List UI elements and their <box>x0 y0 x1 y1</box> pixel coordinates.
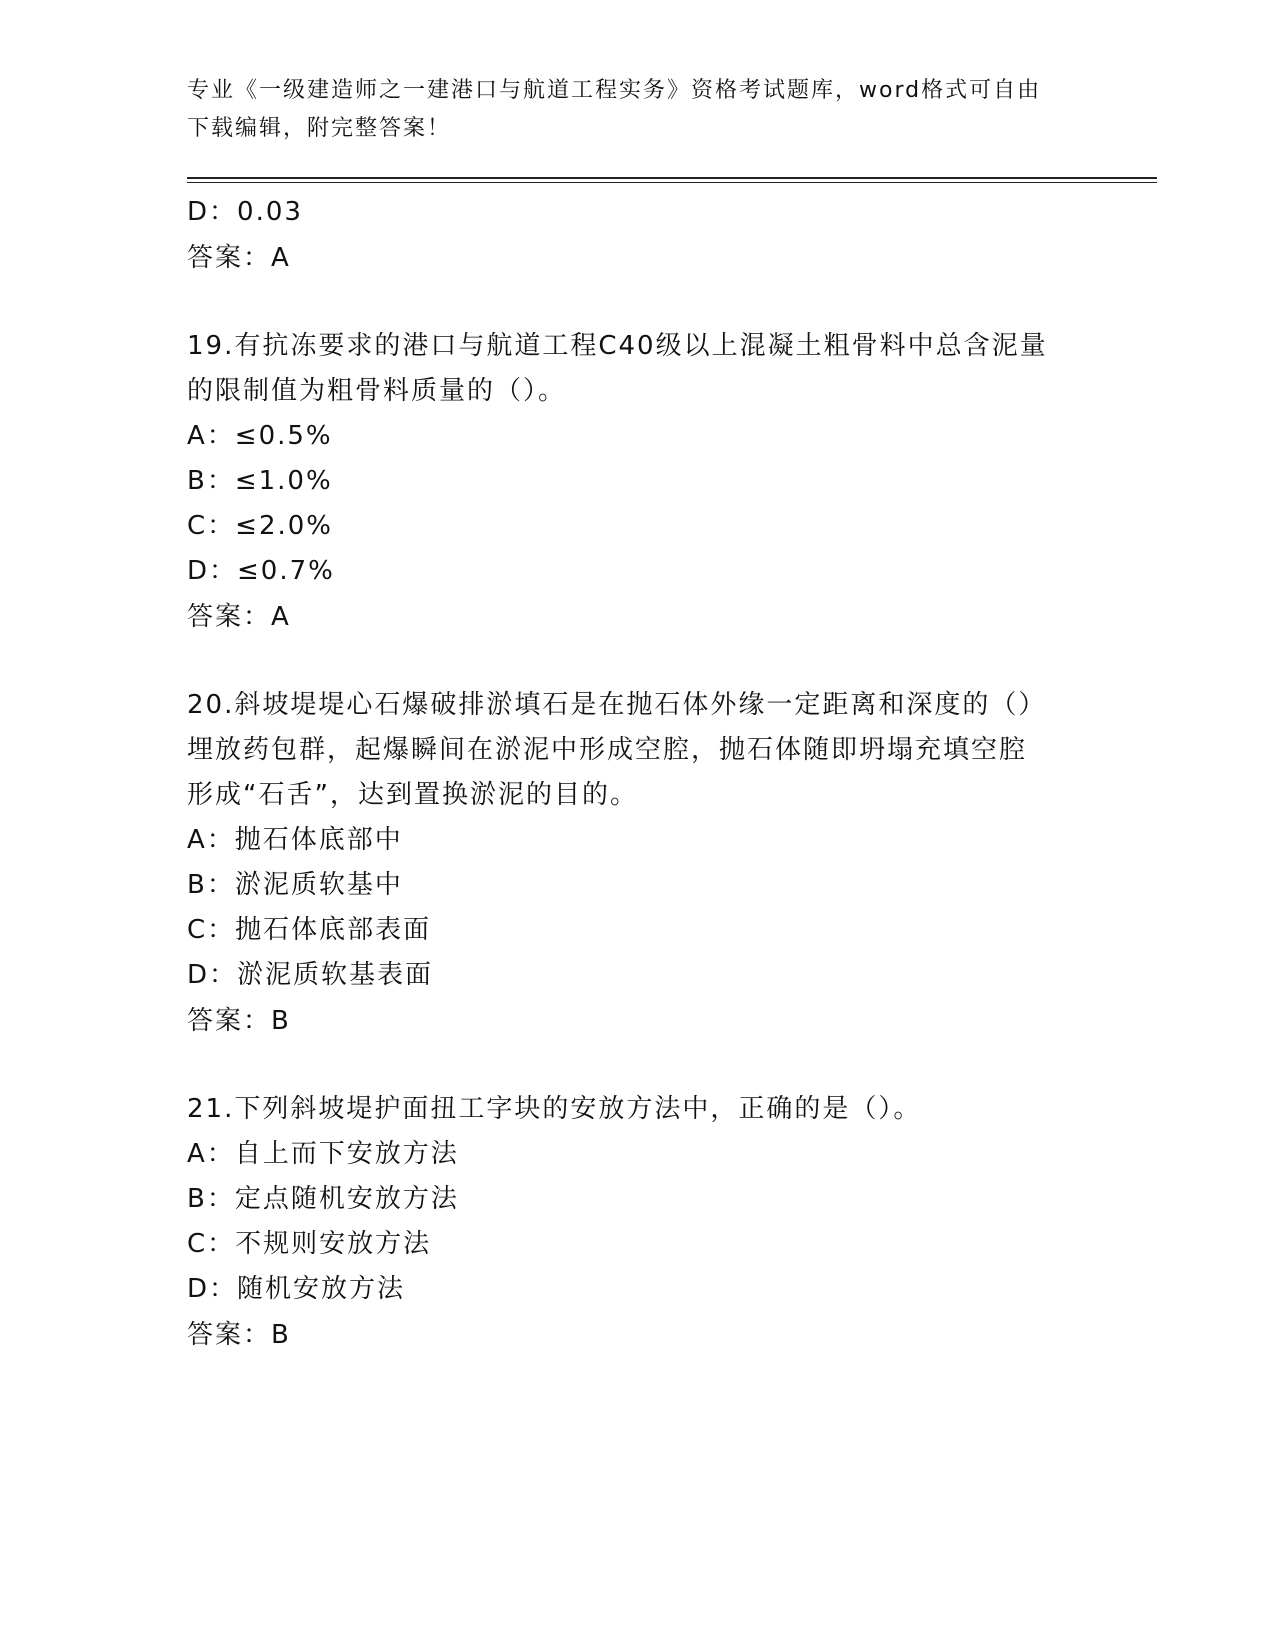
answer-line: 答案：A <box>187 602 291 632</box>
document-header <box>187 72 1087 148</box>
option-d: D：随机安放方法 <box>187 1274 406 1304</box>
option-a: A：≤0.5% <box>187 421 333 451</box>
option-d: D：淤泥质软基表面 <box>187 960 434 990</box>
option-b: B：≤1.0% <box>187 466 333 496</box>
answer-line: 答案：B <box>187 1320 291 1350</box>
question-text-line: 形成“石舌”，达到置换淤泥的目的。 <box>187 780 638 810</box>
option-d: D：≤0.7% <box>187 556 335 586</box>
option-b: B：淤泥质软基中 <box>187 870 403 900</box>
header-rule-thick <box>187 177 1157 179</box>
question-20 <box>187 683 1087 1045</box>
header-line-1: 专业《一级建造师之一建港口与航道工程实务》资格考试题库，word格式可自由 <box>187 78 1042 103</box>
question-text-line: 21.下列斜坡堤护面扭工字块的安放方法中，正确的是（）。 <box>187 1094 922 1124</box>
answer-line: 答案：B <box>187 1006 291 1036</box>
option-a: A：抛石体底部中 <box>187 825 403 855</box>
option-d: D：0.03 <box>187 197 303 227</box>
question-text-line: 的限制值为粗骨料质量的（）。 <box>187 376 567 406</box>
option-c: C：≤2.0% <box>187 511 333 541</box>
question-19 <box>187 324 1087 641</box>
header-line-2: 下载编辑，附完整答案！ <box>187 116 452 141</box>
spacer <box>187 1045 1087 1087</box>
spacer <box>187 641 1087 683</box>
option-b: B：定点随机安放方法 <box>187 1184 459 1214</box>
question-list <box>187 190 1087 1359</box>
option-a: A：自上而下安放方法 <box>187 1139 459 1169</box>
question-21 <box>187 1087 1087 1359</box>
answer-line: 答案：A <box>187 243 291 273</box>
option-c: C：抛石体底部表面 <box>187 915 432 945</box>
question-text-line: 20.斜坡堤堤心石爆破排淤填石是在抛石体外缘一定距离和深度的（） <box>187 690 1047 720</box>
question-18-tail <box>187 190 1087 282</box>
header-rule-thin <box>187 182 1157 183</box>
spacer <box>187 282 1087 324</box>
question-text-line: 19.有抗冻要求的港口与航道工程C40级以上混凝土粗骨料中总含泥量 <box>187 331 1048 361</box>
question-text-line: 埋放药包群，起爆瞬间在淤泥中形成空腔，抛石体随即坍塌充填空腔 <box>187 735 1028 765</box>
option-c: C：不规则安放方法 <box>187 1229 432 1259</box>
